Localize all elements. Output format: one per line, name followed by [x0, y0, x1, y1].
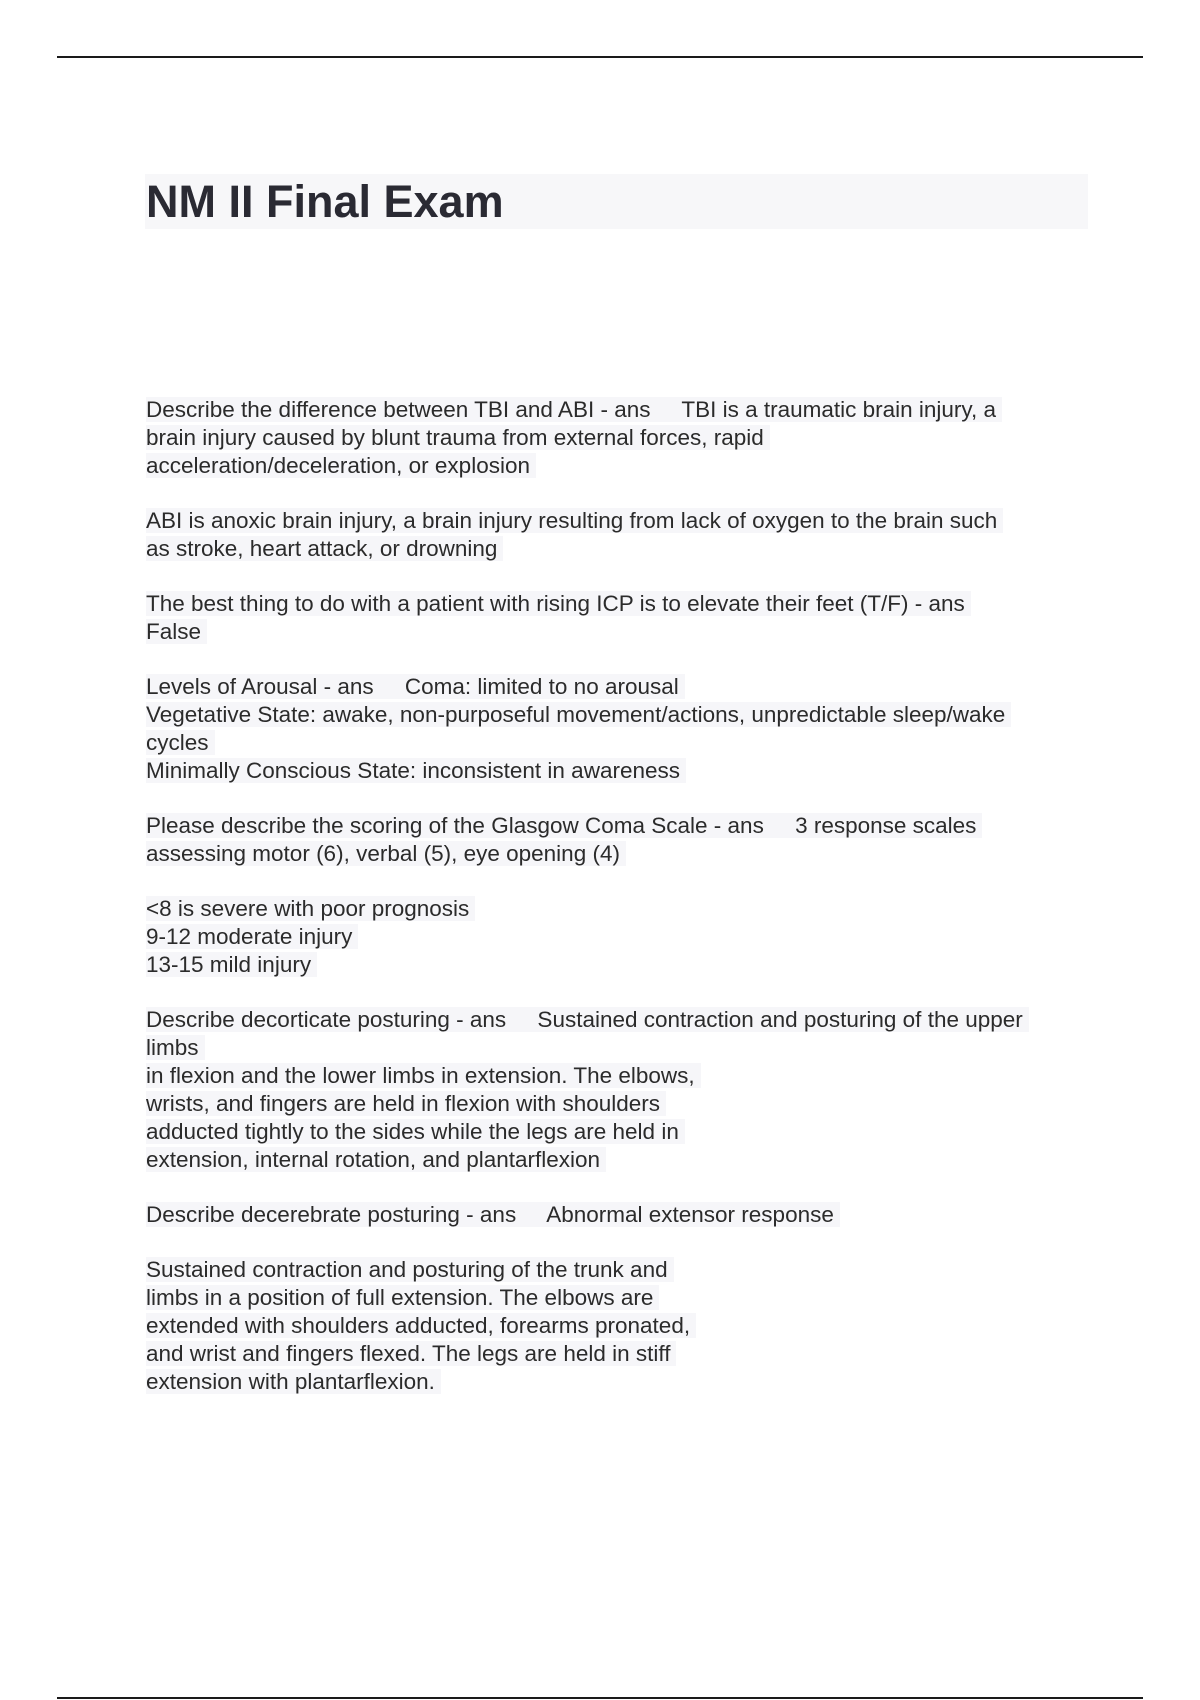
text-line: limbs	[146, 1034, 1101, 1062]
text-line: Levels of Arousal - ans Coma: limited to no arousal	[146, 673, 1101, 701]
text-line: Describe the difference between TBI and ABI - ans TBI is a traumatic brain injury, a	[146, 396, 1101, 424]
text-line: False	[146, 618, 1101, 646]
text-line: Describe decorticate posturing - ans Sustained contraction and posturing of the upper	[146, 1006, 1101, 1034]
text-line: in flexion and the lower limbs in extension. The elbows,	[146, 1062, 1101, 1090]
text-line: acceleration/deceleration, or explosion	[146, 452, 1101, 480]
text-line: extension with plantarflexion.	[146, 1368, 1101, 1396]
top-rule	[57, 56, 1143, 58]
qa-block	[146, 1256, 1101, 1396]
text-line: adducted tightly to the sides while the legs are held in	[146, 1118, 1101, 1146]
bottom-rule	[57, 1697, 1143, 1699]
text-line: as stroke, heart attack, or drowning	[146, 535, 1101, 563]
qa-block	[146, 1201, 1101, 1229]
text-line: Describe decerebrate posturing - ans Abnormal extensor response	[146, 1201, 1101, 1229]
qa-block	[146, 895, 1101, 979]
text-line: assessing motor (6), verbal (5), eye opening (4)	[146, 840, 1101, 868]
qa-block	[146, 812, 1101, 868]
qa-block	[146, 1006, 1101, 1174]
text-line: brain injury caused by blunt trauma from external forces, rapid	[146, 424, 1101, 452]
text-line: Sustained contraction and posturing of the trunk and	[146, 1256, 1101, 1284]
text-line: 9-12 moderate injury	[146, 923, 1101, 951]
text-line: cycles	[146, 729, 1101, 757]
text-line: wrists, and fingers are held in flexion with shoulders	[146, 1090, 1101, 1118]
page-title: NM II Final Exam	[146, 176, 504, 227]
text-line: The best thing to do with a patient with rising ICP is to elevate their feet (T/F) - ans	[146, 590, 1101, 618]
document-body	[146, 396, 1101, 1423]
text-line: Vegetative State: awake, non-purposeful movement/actions, unpredictable sleep/wake	[146, 701, 1101, 729]
text-line: 13-15 mild injury	[146, 951, 1101, 979]
qa-block	[146, 396, 1101, 480]
qa-block	[146, 673, 1101, 785]
text-line: extension, internal rotation, and plantarflexion	[146, 1146, 1101, 1174]
text-line: limbs in a position of full extension. The elbows are	[146, 1284, 1101, 1312]
text-line: ABI is anoxic brain injury, a brain injury resulting from lack of oxygen to the brain such	[146, 507, 1101, 535]
qa-block	[146, 507, 1101, 563]
text-line: extended with shoulders adducted, forearms pronated,	[146, 1312, 1101, 1340]
text-line: Minimally Conscious State: inconsistent in awareness	[146, 757, 1101, 785]
qa-block	[146, 590, 1101, 646]
text-line: and wrist and fingers flexed. The legs are held in stiff	[146, 1340, 1101, 1368]
text-line: Please describe the scoring of the Glasgow Coma Scale - ans 3 response scales	[146, 812, 1101, 840]
text-line: <8 is severe with poor prognosis	[146, 895, 1101, 923]
